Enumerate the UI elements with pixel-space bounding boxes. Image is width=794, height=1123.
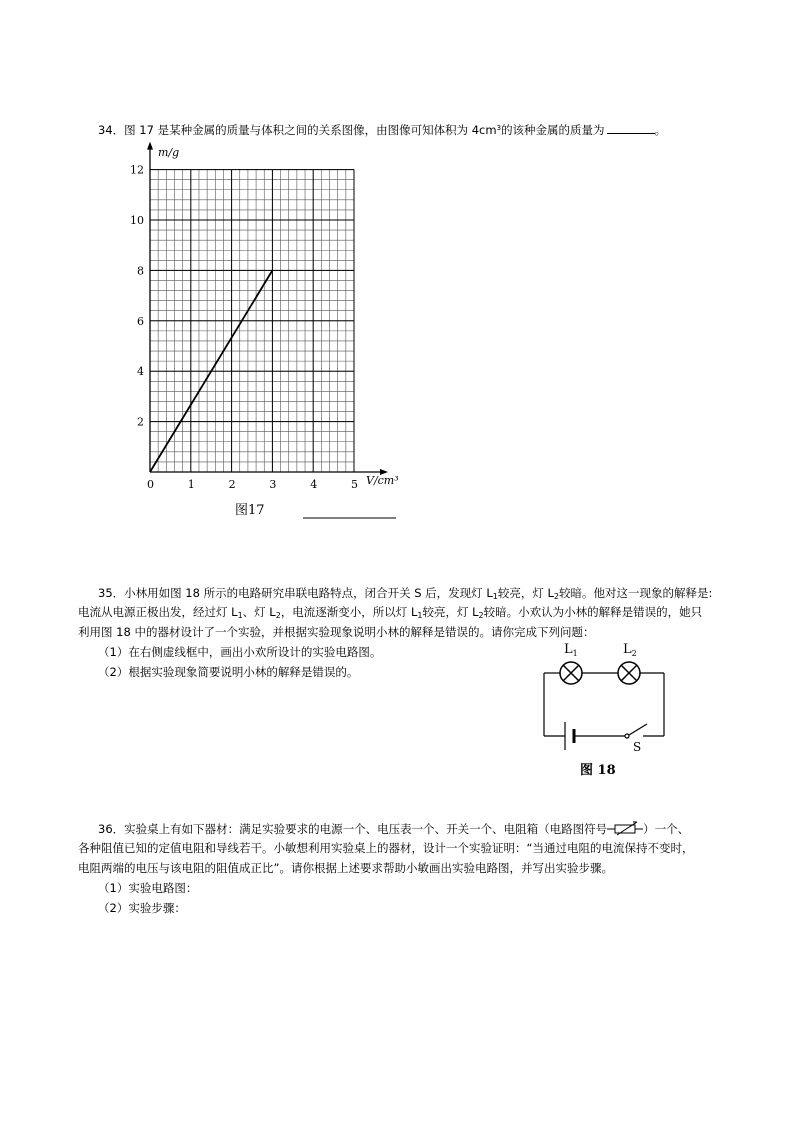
y-tick-label: 10: [130, 214, 144, 227]
x-tick-label: 4: [310, 478, 318, 491]
q35-line1-b: 较亮，灯 L: [497, 586, 554, 600]
q35-line1: [98, 585, 712, 605]
q35-sub: 1: [492, 592, 498, 601]
q36-item2: （2）实验步骤：: [98, 901, 186, 915]
figure-17-chart: [120, 140, 410, 525]
q36-item1: （1）实验电路图：: [98, 881, 198, 895]
q35-sub: 1: [417, 611, 423, 620]
q35-sub: 2: [553, 592, 559, 601]
q35-line2-d: 较亮，灯 L: [422, 605, 479, 619]
y-tick-label: 4: [137, 365, 144, 379]
q34-text-a: 图 17 是某种金属的质量与体积之间的关系图像，由图像可知体积为 4cm: [124, 123, 497, 137]
x-tick-label: 5: [351, 478, 358, 491]
lamp-1-icon: [560, 662, 582, 684]
q35-sub: 1: [237, 611, 243, 620]
q35-line2: [78, 604, 702, 624]
q35-line2-e: 较暗。小欢认为小林的解释是错误的，她只: [483, 605, 703, 619]
x-tick-label: 3: [269, 478, 277, 491]
lamp-1-label: $L_1$: [564, 642, 578, 658]
chart-caption: 图17: [235, 503, 265, 518]
y-tick-label: 12: [130, 163, 144, 177]
x-tick-label: 2: [228, 478, 236, 491]
battery-icon: [565, 722, 574, 750]
q34-answer-blank[interactable]: [607, 123, 655, 134]
chart-xlabel: V/cm³: [366, 474, 399, 487]
q36-line3: 电阻两端的电压与该电阻的阻值成正比”。请你根据上述要求帮助小敏画出实验电路图，并写出实验步骤。: [78, 861, 613, 875]
chart-ylabel: m/g: [158, 146, 180, 159]
q34-sup: 3: [496, 124, 502, 132]
q36-line1-a: 36．实验桌上有如下器材：满足实验要求的电源一个、电压表一个、开关一个、电阻箱（电路图符号: [98, 822, 608, 836]
q34-text-b: 的该种金属的质量为: [501, 123, 605, 137]
q35-item2: （2）根据实验现象简要说明小林的解释是错误的。: [98, 665, 359, 679]
q35-line2-a: 电流从电源正极出发，经过灯 L: [78, 605, 238, 619]
q35-line3: 利用图 18 中的器材设计了一个实验，并根据实验现象说明小林的解释是错误的。请你完成下列问题：: [78, 625, 595, 639]
q34-end: 。: [654, 123, 667, 137]
y-tick-label: 8: [137, 264, 144, 278]
figure-18-circuit: [530, 636, 680, 782]
lamp-2-label: $L_2$: [623, 642, 637, 658]
q35-line2-b: 、灯 L: [242, 605, 276, 619]
figure-18-caption: 图 18: [580, 763, 616, 778]
y-tick-label: 2: [137, 415, 144, 429]
y-tick-label: 6: [137, 314, 144, 328]
q35-sub: 2: [478, 611, 484, 620]
q36-line1-b: ）一个、: [643, 822, 690, 836]
lamp-2-icon: [618, 662, 640, 684]
q36-line1: [98, 820, 689, 837]
q35-line1-c: 较暗。他对这一现象的解释是:: [559, 586, 713, 600]
q35-sub: 2: [275, 611, 281, 620]
q34-text: [98, 120, 666, 138]
x-tick-label: 1: [187, 478, 195, 491]
q35-item1: （1）在右侧虚线框中，画出小欢所设计的实验电路图。: [98, 645, 382, 659]
q35-line2-c: ，电流逐渐变小，所以灯 L: [280, 605, 418, 619]
chart-grid-major: [150, 170, 354, 472]
x-tick-label: 0: [147, 478, 154, 491]
switch-label: S: [633, 740, 642, 754]
resistance-box-icon: [607, 820, 643, 836]
q35-line1-a: 35．小林用如图 18 所示的电路研究串联电路特点，闭合开关 S 后，发现灯 L: [98, 586, 493, 600]
q36-line2: 各种阻值已知的定值电阻和导线若干。小敏想利用实验桌上的器材，设计一个实验证明：“当通过电阻的电流保持不变时，: [78, 841, 694, 855]
chart-axes: [147, 142, 388, 475]
y-axis-arrow-icon: [147, 142, 153, 150]
q34-number: 34．: [98, 123, 125, 137]
